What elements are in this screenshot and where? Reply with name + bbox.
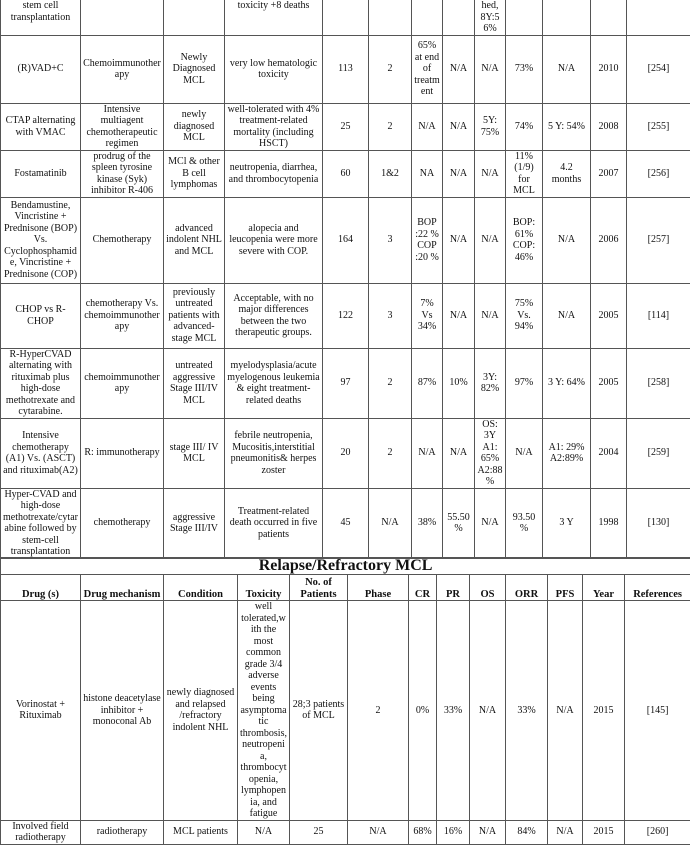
header-mechanism: Drug mechanism	[81, 575, 164, 601]
header-year: Year	[583, 575, 625, 601]
cell-mechanism: R: immunotherapy	[81, 418, 164, 488]
cell-pfs: 3 Y	[543, 488, 591, 558]
table-row	[1, 197, 690, 283]
cell-pr: 55.50%	[443, 488, 475, 558]
cell-cr: BOP :22 % COP :20 %	[412, 197, 443, 283]
header-toxicity: Toxicity	[238, 575, 290, 601]
cell-references: [114]	[627, 283, 690, 348]
header-condition: Condition	[164, 575, 238, 601]
cell-pr: N/A	[443, 35, 475, 103]
cell-year: 2015	[583, 820, 625, 844]
cell-toxicity: myelodysplasia/acute myelogenous leukemia & eight treatment-related deaths	[225, 348, 323, 418]
table-row	[1, 0, 690, 35]
table-row	[1, 348, 690, 418]
cell-references: [255]	[627, 103, 690, 150]
cell-cr: N/A	[412, 418, 443, 488]
table-row	[1, 103, 690, 150]
cell-condition	[164, 0, 225, 35]
cell-references: [260]	[625, 820, 690, 844]
header-patients: No. of Patients	[290, 575, 348, 601]
cell-os: N/A	[475, 283, 506, 348]
cell-pfs: N/A	[543, 283, 591, 348]
cell-orr: 97%	[506, 348, 543, 418]
cell-year: 2004	[591, 418, 627, 488]
cell-patients	[323, 0, 369, 35]
cell-year: 2006	[591, 197, 627, 283]
table-row	[1, 418, 690, 488]
cell-pfs: N/A	[543, 35, 591, 103]
cell-os: N/A	[475, 150, 506, 197]
cell-cr: 7% Vs 34%	[412, 283, 443, 348]
cell-phase: N/A	[369, 488, 412, 558]
cell-pfs: N/A	[543, 197, 591, 283]
cell-pr: 16%	[437, 820, 470, 844]
cell-pfs: 5 Y: 54%	[543, 103, 591, 150]
cell-phase: 3	[369, 283, 412, 348]
cell-os: OS: 3Y A1: 65% A2:88%	[475, 418, 506, 488]
cell-phase: 2	[369, 348, 412, 418]
cell-patients: 113	[323, 35, 369, 103]
cell-orr: BOP: 61% COP: 46%	[506, 197, 543, 283]
header-pfs: PFS	[548, 575, 583, 601]
table-row	[1, 488, 690, 558]
cell-drug: Bendamustine, Vincristine + Prednisone (BOP) Vs. Cyclophosphamide, Vincristine + Prednisone (COP)	[1, 197, 81, 283]
cell-references: [254]	[627, 35, 690, 103]
cell-patients: 97	[323, 348, 369, 418]
cell-cr: NA	[412, 150, 443, 197]
cell-mechanism: histone deacetylase inhibitor + monoconal Ab	[81, 601, 164, 821]
cell-condition: advanced indolent NHL and MCL	[164, 197, 225, 283]
cell-cr: N/A	[412, 103, 443, 150]
cell-toxicity: well tolerated,with the most common grade 3/4 adverse events being asymptomatic thrombosis, neutropenia, thrombocytopenia, lymphopenia, and fatigue	[238, 601, 290, 821]
cell-mechanism: Chemotherapy	[81, 197, 164, 283]
cell-year: 2007	[591, 150, 627, 197]
cell-phase: 2	[369, 418, 412, 488]
cell-year: 2005	[591, 348, 627, 418]
cell-cr: 68%	[409, 820, 437, 844]
cell-mechanism: prodrug of the spleen tyrosine kinase (Syk) inhibitor R-406	[81, 150, 164, 197]
cell-patients: 25	[323, 103, 369, 150]
cell-condition: previously untreated patients with advanced-stage MCL	[164, 283, 225, 348]
cell-toxicity: N/A	[238, 820, 290, 844]
cell-orr: 84%	[506, 820, 548, 844]
cell-os: N/A	[470, 601, 506, 821]
header-phase: Phase	[348, 575, 409, 601]
cell-cr	[412, 0, 443, 35]
cell-phase	[369, 0, 412, 35]
cell-toxicity: very low hematologic toxicity	[225, 35, 323, 103]
cell-drug: CHOP vs R-CHOP	[1, 283, 81, 348]
cell-patients: 20	[323, 418, 369, 488]
cell-pfs: 4.2 months	[543, 150, 591, 197]
cell-toxicity: alopecia and leucopenia were more severe with COP.	[225, 197, 323, 283]
cell-drug: (R)VAD+C	[1, 35, 81, 103]
cell-condition: MCL patients	[164, 820, 238, 844]
cell-references	[627, 0, 690, 35]
cell-patients: 25	[290, 820, 348, 844]
cell-year	[591, 0, 627, 35]
cell-drug: R-HyperCVAD alternating with rituximab plus high-dose methotrexate and cytarabine.	[1, 348, 81, 418]
cell-toxicity: neutropenia, diarrhea, and thrombocytopenia	[225, 150, 323, 197]
header-orr: ORR	[506, 575, 548, 601]
cell-drug: stem cell transplantation	[1, 0, 81, 35]
cell-orr: 33%	[506, 601, 548, 821]
cell-year: 2015	[583, 601, 625, 821]
cell-phase: 2	[369, 103, 412, 150]
cell-condition: stage III/ IV MCL	[164, 418, 225, 488]
cell-patients: 122	[323, 283, 369, 348]
cell-toxicity: febrile neutropenia, Mucositis,interstitial pneumonitis& herpes zoster	[225, 418, 323, 488]
cell-orr: N/A	[506, 418, 543, 488]
cell-toxicity: well-tolerated with 4% treatment-related mortality (including HSCT)	[225, 103, 323, 150]
cell-pr: N/A	[443, 103, 475, 150]
cell-phase: 3	[369, 197, 412, 283]
cell-mechanism: chemotherapy Vs. chemoimmunotherapy	[81, 283, 164, 348]
table-row	[1, 283, 690, 348]
cell-year: 1998	[591, 488, 627, 558]
cell-mechanism	[81, 0, 164, 35]
cell-pr: 10%	[443, 348, 475, 418]
cell-references: [258]	[627, 348, 690, 418]
cell-os: N/A	[475, 488, 506, 558]
cell-toxicity: Treatment-related death occurred in five patients	[225, 488, 323, 558]
cell-pfs: A1: 29% A2:89%	[543, 418, 591, 488]
cell-orr: 75% Vs. 94%	[506, 283, 543, 348]
cell-pr: 33%	[437, 601, 470, 821]
cell-orr: 74%	[506, 103, 543, 150]
table-row	[1, 35, 690, 103]
cell-mechanism: Chemoimmunotherapy	[81, 35, 164, 103]
cell-orr: 73%	[506, 35, 543, 103]
cell-toxicity: toxicity +8 deaths	[225, 0, 323, 35]
cell-pr: N/A	[443, 418, 475, 488]
cell-cr: 87%	[412, 348, 443, 418]
cell-cr: 38%	[412, 488, 443, 558]
cell-orr: 93.50 %	[506, 488, 543, 558]
table-row	[1, 601, 690, 821]
cell-condition: Newly Diagnosed MCL	[164, 35, 225, 103]
cell-pfs: N/A	[548, 820, 583, 844]
cell-patients: 45	[323, 488, 369, 558]
header-cr: CR	[409, 575, 437, 601]
cell-phase: N/A	[348, 820, 409, 844]
cell-pr	[443, 0, 475, 35]
cell-pr: N/A	[443, 197, 475, 283]
cell-toxicity: Acceptable, with no major differences between the two therapeutic groups.	[225, 283, 323, 348]
cell-drug: Fostamatinib	[1, 150, 81, 197]
cell-pr: N/A	[443, 150, 475, 197]
header-os: OS	[470, 575, 506, 601]
cell-year: 2010	[591, 35, 627, 103]
cell-os: N/A	[475, 197, 506, 283]
cell-drug: Hyper-CVAD and high-dose methotrexate/cytarabine followed by stem-cell transplantation	[1, 488, 81, 558]
cell-phase: 1&2	[369, 150, 412, 197]
cell-condition: aggressive Stage III/IV	[164, 488, 225, 558]
header-pr: PR	[437, 575, 470, 601]
cell-year: 2008	[591, 103, 627, 150]
cell-pr: N/A	[443, 283, 475, 348]
cell-cr: 65% at end of treatment	[412, 35, 443, 103]
table-title: Relapse/Refractory MCL	[1, 558, 690, 575]
cell-os: N/A	[475, 35, 506, 103]
cell-condition: MCl & other B cell lymphomas	[164, 150, 225, 197]
cell-drug: Vorinostat + Rituximab	[1, 601, 81, 821]
cell-pfs: 3 Y: 64%	[543, 348, 591, 418]
header-drug: Drug (s)	[1, 575, 81, 601]
cell-references: [130]	[627, 488, 690, 558]
cell-pfs: N/A	[548, 601, 583, 821]
cell-mechanism: chemoimmunotherapy	[81, 348, 164, 418]
cell-pfs	[543, 0, 591, 35]
cell-orr: 11% (1/9) for MCL	[506, 150, 543, 197]
cell-patients: 28;3 patients of MCL	[290, 601, 348, 821]
cell-patients: 60	[323, 150, 369, 197]
cell-mechanism: chemotherapy	[81, 488, 164, 558]
cell-references: [259]	[627, 418, 690, 488]
cell-drug: Involved field radiotherapy	[1, 820, 81, 844]
cell-condition: newly diagnosed MCL	[164, 103, 225, 150]
cell-phase: 2	[369, 35, 412, 103]
table-row	[1, 150, 690, 197]
cell-cr: 0%	[409, 601, 437, 821]
cell-phase: 2	[348, 601, 409, 821]
cell-drug: CTAP alternating with VMAC	[1, 103, 81, 150]
cell-os: 3Y: 82%	[475, 348, 506, 418]
cell-os: N/A	[470, 820, 506, 844]
cell-references: [257]	[627, 197, 690, 283]
cell-mechanism: radiotherapy	[81, 820, 164, 844]
cell-patients: 164	[323, 197, 369, 283]
cell-condition: newly diagnosed and relapsed /refractory indolent NHL	[164, 601, 238, 821]
cell-mechanism: Intensive multiagent chemotherapeutic regimen	[81, 103, 164, 150]
table-row	[1, 820, 690, 844]
header-references: References	[625, 575, 690, 601]
cell-drug: Intensive chemotherapy (A1) Vs. (ASCT) and rituximab(A2)	[1, 418, 81, 488]
cell-year: 2005	[591, 283, 627, 348]
relapse-refractory-mcl-table	[0, 557, 690, 845]
cell-references: [256]	[627, 150, 690, 197]
cell-orr	[506, 0, 543, 35]
cell-condition: untreated aggressive Stage III/IV MCL	[164, 348, 225, 418]
cell-references: [145]	[625, 601, 690, 821]
cell-os: hed, 8Y:5 6%	[475, 0, 506, 35]
cell-os: 5Y: 75%	[475, 103, 506, 150]
